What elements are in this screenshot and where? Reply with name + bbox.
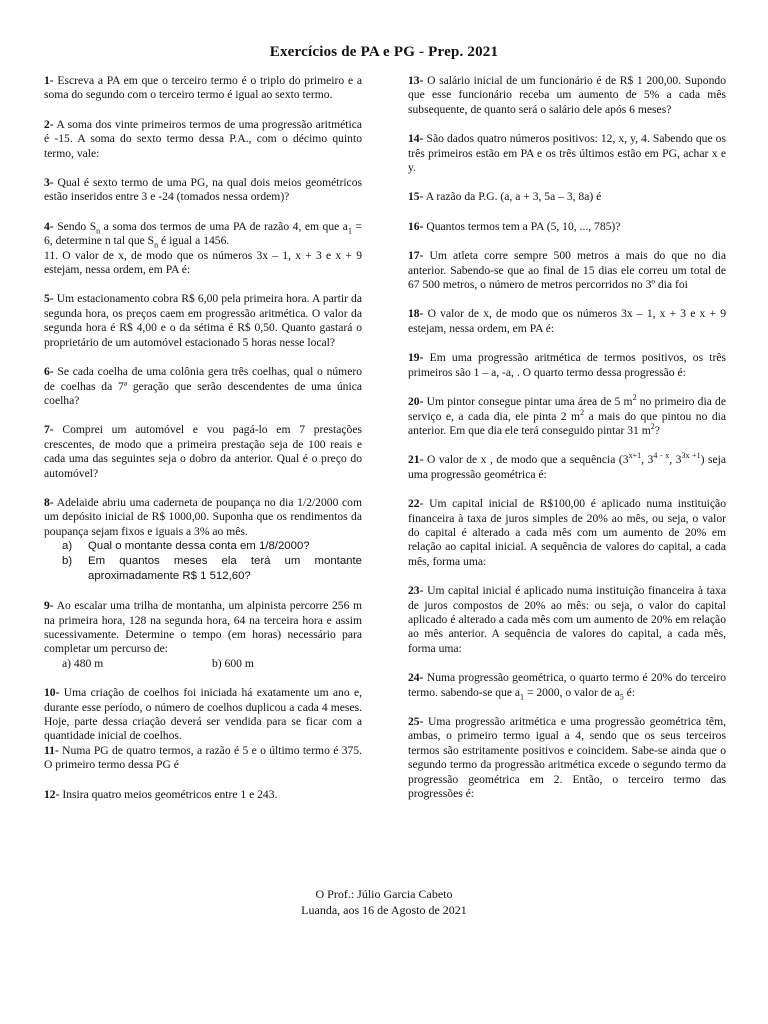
question-text: Quantos termos tem a PA (5, 10, ..., 785)? (423, 219, 621, 233)
question-text: = 2000, o valor de a (524, 685, 620, 699)
superscript: 2 (580, 407, 585, 417)
question-20 (408, 395, 726, 438)
question-number: 21- (408, 453, 424, 467)
question-text: Adelaide abriu uma caderneta de poupança no dia 1/2/2000 com um depósito inicial de R$ 1000,00. Suponha que os rendimentos da poupança sejam fixos e iguais a 3% ao mês. (44, 495, 362, 538)
option-a: a) 480 m (62, 656, 104, 670)
superscript: 3x +1 (681, 451, 701, 461)
question-text: O valor de x , de modo que a sequência (3 (423, 453, 629, 467)
question-4 (44, 220, 362, 249)
sub-question-b (44, 554, 362, 584)
question-25 (408, 715, 726, 801)
question-number: 17- (408, 249, 424, 263)
question-7 (44, 423, 362, 481)
question-text: Se cada coelha de uma colônia gera três coelhas, qual o número de coelhas da 7ª geração que serão descendentes de uma única coelha? (44, 365, 362, 407)
sub-label: a) (62, 540, 73, 553)
question-10 (44, 686, 362, 744)
question-15 (408, 190, 726, 204)
question-12 (44, 788, 362, 802)
sub-text: Qual o montante dessa conta em 1/8/2000? (88, 540, 310, 553)
superscript: 2 (632, 393, 637, 403)
question-text: Um estacionamento cobra R$ 6,00 pela primeira hora. A partir da segunda hora, os preços caem em progressão aritmética. O valor da segunda hora é R$ 4,00 e o da sétima é R$ 0,50. Quanto gastará o proprietário de um automóvel estacionado 5 horas nesse local? (44, 292, 362, 349)
question-9 (44, 599, 362, 671)
question-text: Uma criação de coelhos foi iniciada há exatamente um ano e, durante esse período, o número de coelhos duplicou a cada 4 meses. Hoje, parte dessa criação deverá ser vendida para se ficar com a quantidade inicial de coelhos. (44, 686, 362, 743)
question-number: 10- (44, 686, 60, 700)
question-text: São dados quatro números positivos: 12, x, y, 4. Sabendo que os três primeiros estão em PA e os três últimos estão em PG, achar x e y. (408, 132, 726, 175)
question-21 (408, 453, 726, 482)
question-16 (408, 220, 726, 234)
question-number: 12- (44, 787, 60, 801)
question-text: O salário inicial de um funcionário é de R$ 1 200,00. Supondo que esse funcionário receba um aumento de 5% a cada mês subsequente, de quanto será o salário dele após 6 meses? (408, 74, 726, 116)
question-5 (44, 292, 362, 350)
question-13 (408, 74, 726, 117)
subscript: n (154, 240, 159, 250)
superscript: x+1 (628, 451, 642, 461)
subscript: 5 (619, 691, 624, 701)
question-number: 6- (44, 365, 54, 379)
question-text: é igual a 1456. (158, 234, 230, 248)
question-text: Um capital inicial é aplicado numa instituição financeira à taxa de juros compostos de 20% ao mês: ou seja, o valor do capital aplicado é alterado a cada mês com um aumento de 20% em relação ao mês anterior. A sequência de valores do capital, a cada mês, forma uma: (408, 584, 726, 655)
question-number: 24- (408, 671, 424, 685)
sub-question-a (44, 539, 362, 554)
question-number: 3- (44, 176, 54, 190)
question-number: 2- (44, 117, 54, 131)
question-text: , 3 (641, 453, 654, 467)
right-column (408, 74, 726, 816)
question-text: ? (654, 423, 660, 437)
question-text: Numa progressão geométrica, o quarto termo é 20% do terceiro termo. sabendo-se que a (408, 671, 726, 699)
question-text: Um atleta corre sempre 500 metros a mais do que no dia anterior. Sabendo-se que ao final de 15 dias ele correu um total de 67 500 metros, o número de metros percorridos no 3º dia foi (408, 249, 726, 292)
question-text: a mais do que pintou no dia anterior. Em que dia ele terá conseguido pintar 31 m (408, 409, 726, 437)
question-number: 20- (408, 395, 424, 409)
question-text: Escreva a PA em que o terceiro termo é o triplo do primeiro e a soma do segundo com o terceiro termo é igual ao sexto termo. (44, 74, 362, 102)
sub-text: Em quantos meses ela terá um montante aproximadamente R$ 1 512,60? (88, 555, 362, 583)
question-number: 16- (408, 219, 424, 233)
question-text: Comprei um automóvel e vou pagá-lo em 7 prestações crescentes, de modo que a primeira prestação seja de 100 reais e cada uma das seguintes seja o dobro da anterior. Qual é o preço do automóvel? (44, 423, 362, 480)
question-number: 8- (44, 495, 54, 509)
question-number: 11- (44, 743, 59, 757)
question-number: 9- (44, 599, 54, 613)
question-number: 25- (408, 715, 424, 728)
subscript: 1 (347, 226, 352, 236)
question-22 (408, 497, 726, 569)
question-17 (408, 249, 726, 292)
question-11 (44, 744, 362, 773)
question-23 (408, 584, 726, 656)
footer-signature (0, 886, 768, 918)
question-19 (408, 351, 726, 380)
page-title: Exercícios de PA e PG - Prep. 2021 (269, 44, 499, 60)
question-text: = 6, determine n tal que S (44, 219, 362, 248)
sub-label: b) (62, 555, 73, 568)
question-text: O valor de x, de modo que os números 3x – 1, x + 3 e x + 9 estejam, nessa ordem, em PA é: (408, 307, 726, 335)
question-24 (408, 671, 726, 700)
question-number: 14- (408, 132, 424, 146)
question-6 (44, 365, 362, 408)
question-text: Sendo S (53, 219, 97, 233)
question-number: 18- (408, 307, 424, 321)
question-18 (408, 307, 726, 336)
question-11-inline (44, 249, 362, 278)
question-2 (44, 118, 362, 161)
answer-options (44, 657, 362, 671)
option-b: b) 600 m (212, 656, 254, 670)
question-text: Um pintor consegue pintar uma área de 5 m (423, 395, 633, 409)
question-text: Qual é sexto termo de uma PG, na qual dois meios geométricos estão inseridos entre 3 e -24 (tomados nessa ordem)? (44, 176, 362, 204)
superscript: 4 - x (653, 451, 670, 461)
superscript: 2 (650, 422, 655, 432)
question-number: 22- (408, 497, 424, 511)
question-text: a soma dos termos de uma PA de razão 4, em que a (100, 219, 348, 233)
question-text: Um capital inicial de R$100,00 é aplicado numa instituição financeira à taxa de juros simples de 20% ao mês, ou seja, o valor do capital é alterado a cada mês com um aumento de 20% em relação ao capital inicial. A sequência de valores do capital, a cada mês, forma uma: (408, 497, 726, 568)
question-text: Ao escalar uma trilha de montanha, um alpinista percorre 256 m na primeira hora, 128 na segunda hora, 64 na terceira hora e assim sucessivamente. Determine o tempo (em horas) necessário para completar um percurso de: (44, 599, 362, 656)
question-number: 13- (408, 74, 424, 87)
question-number: 1- (44, 74, 54, 87)
question-text: A razão da P.G. (a, a + 3, 5a – 3, 8a) é (423, 190, 602, 204)
question-number: 5- (44, 292, 54, 306)
professor-name: O Prof.: Júlio Garcia Cabeto (315, 887, 453, 901)
question-text: 11. O valor de x, de modo que os números 3x – 1, x + 3 e x + 9 estejam, nessa ordem, em PA é: (44, 248, 362, 277)
question-text: Insira quatro meios geométricos entre 1 e 243. (59, 787, 278, 801)
question-text: Numa PG de quatro termos, a razão é 5 e o último termo é 375. O primeiro termo dessa PG é (44, 743, 362, 772)
place-date: Luanda, aos 16 de Agosto de 2021 (301, 903, 467, 917)
question-3 (44, 176, 362, 205)
question-text: Uma progressão aritmética e uma progressão geométrica têm, ambas, o primeiro termo igual a 4, sendo que os seus terceiros termos são estritamente positivos e coincidem. Sabe-se ainda que o segundo termo da progressão aritmética excede o segundo termo da progressão geométrica em 2. Então, o terceiro termo das progressões é: (408, 715, 726, 801)
question-text: Em uma progressão aritmética de termos positivos, os três primeiros são 1 – a, -a, . O quarto termo dessa progressão é: (408, 351, 726, 379)
question-number: 19- (408, 351, 424, 365)
left-column (44, 74, 362, 817)
question-number: 23- (408, 584, 424, 598)
question-8 (44, 496, 362, 584)
question-text: ) seja uma progressão geométrica é: (408, 453, 726, 481)
question-14 (408, 132, 726, 175)
question-text: A soma dos vinte primeiros termos de uma progressão aritmética é -15. A soma do sexto termo dessa P.A., com o décimo quinto termo, vale: (44, 117, 362, 160)
question-number: 15- (408, 190, 424, 204)
question-number: 7- (44, 423, 54, 437)
question-1 (44, 74, 362, 103)
question-number: 4- (44, 219, 54, 233)
subscript: 1 (520, 691, 525, 701)
subscript: n (96, 226, 101, 236)
question-text: no primeiro dia de serviço e, a cada dia, ele pinta 2 m (408, 395, 726, 423)
question-text: é: (623, 685, 636, 699)
question-text: , 3 (669, 453, 682, 467)
